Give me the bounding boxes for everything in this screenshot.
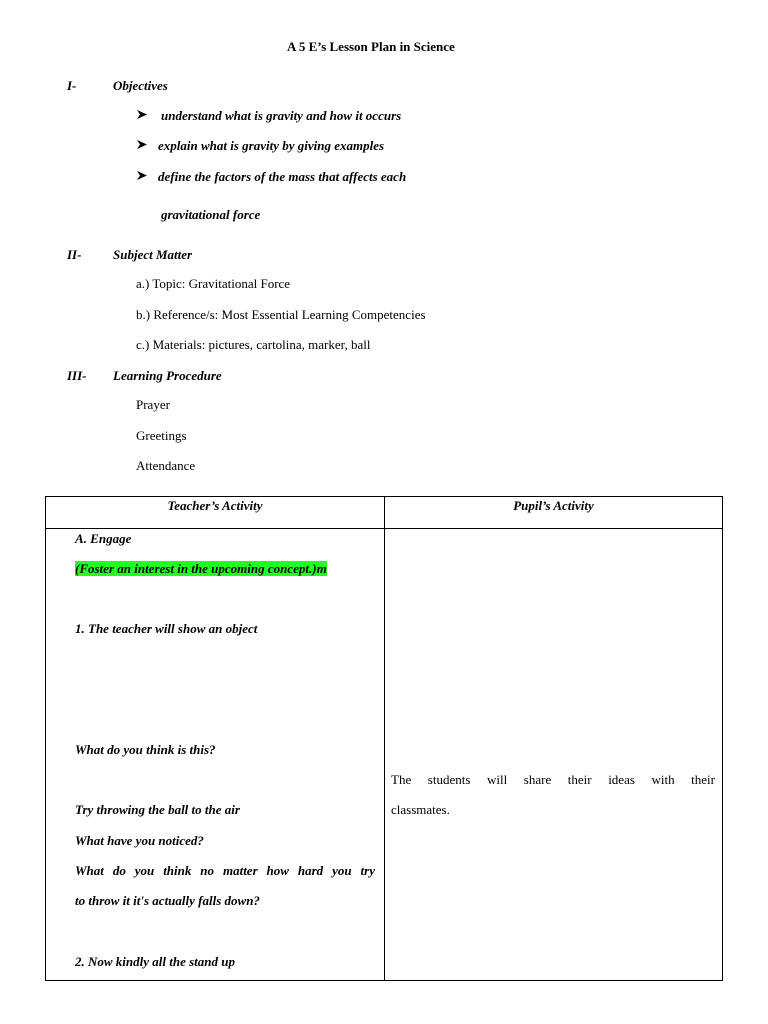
section-heading-subject-matter: Subject Matter bbox=[113, 247, 193, 262]
subject-matter-item: a.) Topic: Gravitational Force bbox=[136, 276, 291, 291]
teacher-question-cont: to throw it it's actually falls down? bbox=[75, 893, 260, 908]
teacher-question: What do you think is this? bbox=[75, 742, 216, 757]
teacher-question: What do you think no matter how hard you try bbox=[75, 863, 375, 878]
arrow-bullet-icon bbox=[136, 169, 156, 185]
arrow-bullet-icon bbox=[136, 108, 156, 124]
objective-item bbox=[136, 169, 406, 185]
table-row bbox=[46, 529, 723, 981]
section-heading-objectives: Objectives bbox=[113, 78, 168, 93]
header-pupils-activity: Pupil’s Activity bbox=[385, 497, 723, 529]
subject-matter-item: c.) Materials: pictures, cartolina, marker, ball bbox=[136, 337, 371, 352]
engage-highlight bbox=[75, 561, 327, 577]
procedure-item: Prayer bbox=[136, 397, 170, 412]
objective-item bbox=[136, 138, 384, 154]
pupil-response-cont: classmates. bbox=[391, 802, 450, 817]
pupil-response: The students will share their ideas with their bbox=[391, 772, 715, 787]
objective-text: explain what is gravity by giving examples bbox=[158, 138, 385, 153]
objective-text: understand what is gravity and how it occurs bbox=[161, 108, 402, 123]
section-numeral-objectives: I- bbox=[67, 78, 77, 93]
teacher-question: Try throwing the ball to the air bbox=[75, 802, 240, 817]
objective-continuation: gravitational force bbox=[161, 207, 261, 222]
pupil-activity-cell bbox=[385, 529, 723, 981]
teacher-question: What have you noticed? bbox=[75, 833, 204, 848]
page-title: A 5 E’s Lesson Plan in Science bbox=[287, 39, 455, 54]
teacher-activity-cell bbox=[46, 529, 385, 981]
section-numeral-learning-procedure: III- bbox=[67, 368, 87, 383]
engage-heading: A. Engage bbox=[75, 531, 132, 546]
procedure-item: Attendance bbox=[136, 458, 196, 473]
procedure-item: Greetings bbox=[136, 428, 187, 443]
teacher-step-2: 2. Now kindly all the stand up bbox=[75, 954, 235, 969]
section-heading-learning-procedure: Learning Procedure bbox=[113, 368, 222, 383]
objective-item bbox=[136, 108, 401, 124]
table-header-row bbox=[46, 497, 723, 529]
activity-table bbox=[45, 496, 723, 981]
objective-text: define the factors of the mass that affects each bbox=[158, 169, 407, 184]
highlighted-text: (Foster an interest in the upcoming concept.)m bbox=[75, 561, 327, 576]
section-numeral-subject-matter: II- bbox=[67, 247, 82, 262]
subject-matter-item: b.) Reference/s: Most Essential Learning Competencies bbox=[136, 307, 426, 322]
teacher-step-1: 1. The teacher will show an object bbox=[75, 621, 258, 636]
arrow-bullet-icon bbox=[136, 138, 156, 154]
header-teachers-activity: Teacher’s Activity bbox=[46, 497, 385, 529]
